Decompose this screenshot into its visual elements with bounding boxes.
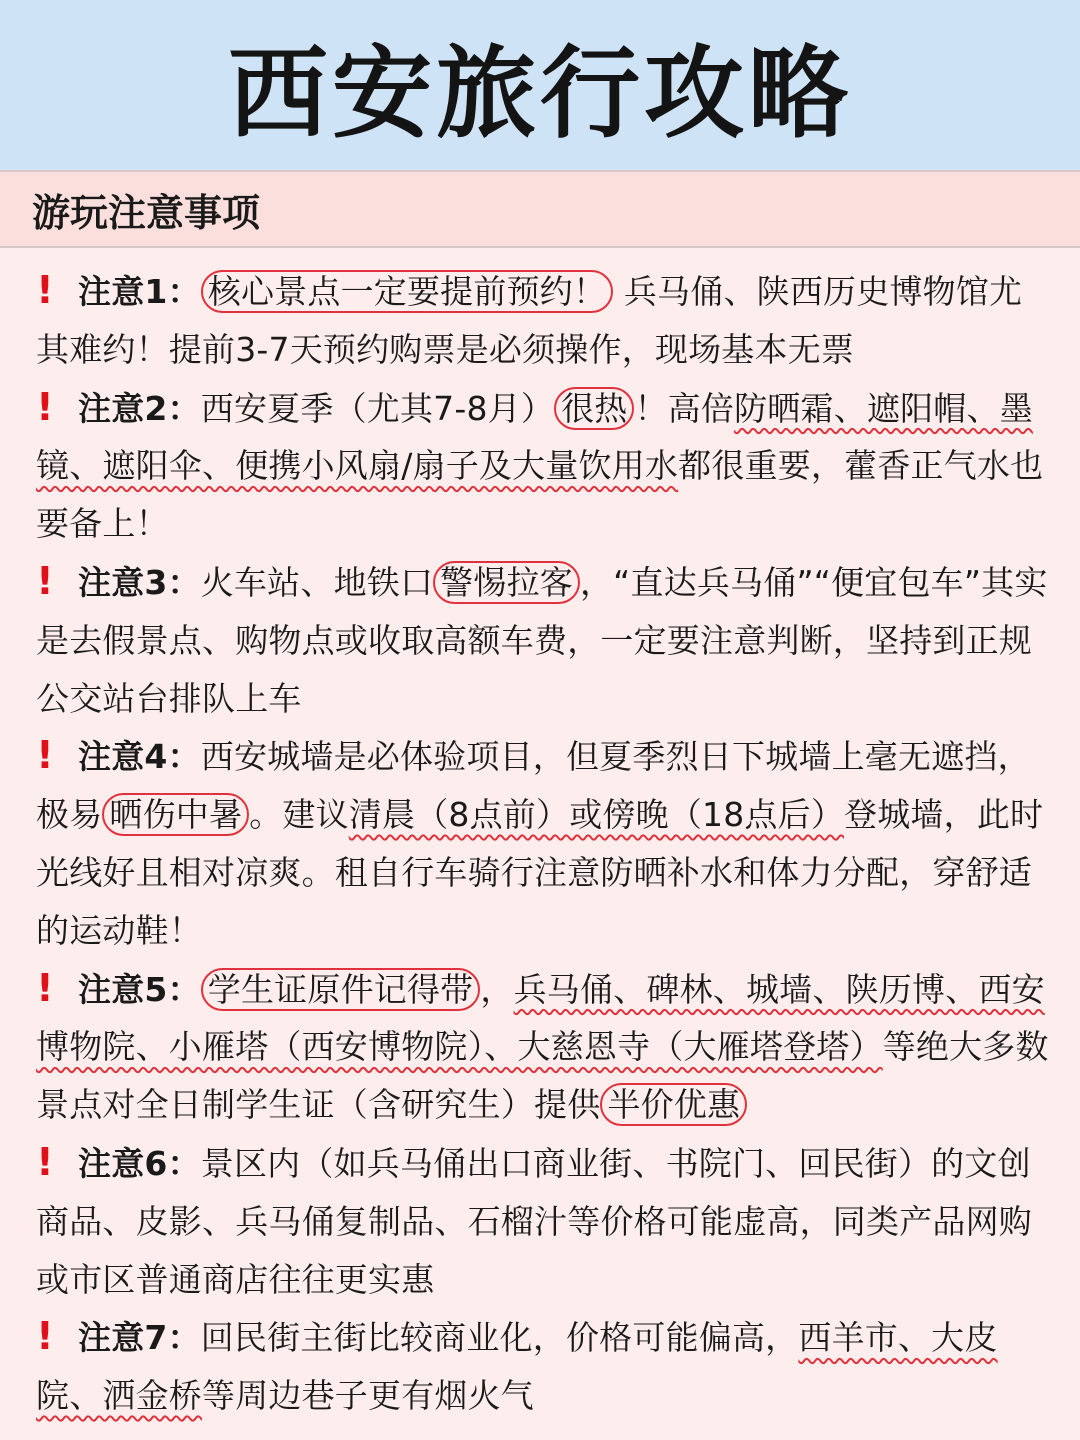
note-label: 注意7： — [78, 1318, 201, 1358]
section-header — [0, 170, 1080, 248]
wavy-underline-text: 清晨（8点前）或傍晚（18点后） — [348, 795, 845, 835]
note-2 — [36, 379, 1050, 553]
note-text: 。建议 — [249, 795, 349, 835]
section-title: 游玩注意事项 — [32, 190, 261, 235]
note-6 — [36, 1134, 1050, 1308]
note-label: 注意4： — [78, 737, 201, 777]
exclamation-icon: ! — [36, 733, 54, 778]
note-1 — [36, 262, 1050, 379]
exclamation-icon: ! — [36, 1314, 54, 1359]
note-text: 景区内（如兵马俑出口商业街、书院门、回民街）的文创商品、皮影、兵马俑复制品、石榴汁等价格可能虚高，同类产品网购或市区普通商店往往更实惠 — [36, 1143, 1032, 1299]
highlight-circle: 学生证原件记得带 — [201, 968, 481, 1011]
note-text: 等周边巷子更有烟火气 — [202, 1376, 534, 1416]
note-text: ！高倍 — [634, 388, 735, 428]
exclamation-icon: ! — [36, 1139, 54, 1184]
highlight-circle: 核心景点一定要提前预约！ — [201, 270, 613, 313]
note-5 — [36, 960, 1050, 1134]
note-7 — [36, 1308, 1050, 1425]
exclamation-icon: ! — [36, 268, 54, 312]
page-title: 西安旅行攻略 — [228, 35, 852, 152]
note-text: 西安夏季（尤其7-8月） — [200, 388, 555, 428]
exclamation-icon: ! — [36, 558, 54, 603]
title-bar — [0, 0, 1080, 170]
note-text: ，“直达兵马俑”“便宜包车”其实是去假景点、购物点或收取高额车费，一定要注意判断，坚持到正规公交站台排队上车 — [36, 562, 1048, 718]
highlight-circle: 晒伤中暑 — [102, 793, 249, 836]
note-label: 注意6： — [78, 1143, 201, 1183]
note-label: 注意5： — [78, 969, 201, 1009]
note-label: 注意1： — [78, 272, 201, 311]
highlight-circle: 很热 — [554, 387, 634, 430]
wavy-underline-text: 西羊市、大皮院、洒金桥 — [36, 1318, 998, 1416]
note-label: 注意2： — [78, 388, 201, 428]
note-text: 回民街主街比较商业化，价格可能偏高， — [200, 1318, 799, 1358]
note-label: 注意3： — [78, 562, 201, 602]
note-3 — [36, 553, 1050, 727]
highlight-circle: 半价优惠 — [600, 1083, 747, 1126]
note-text: 西安城墙是必体验项目，但夏季烈日下城墙上毫无遮挡，极易 — [36, 737, 1031, 835]
highlight-circle: 警惕拉客 — [433, 561, 580, 604]
note-4 — [36, 727, 1050, 959]
note-text: 等绝大多数景点对全日制学生证（含研究生）提供 — [36, 1027, 1049, 1125]
note-text: 登城墙，此时光线好且相对凉爽。租自行车骑行注意防晒补水和体力分配，穿舒适的运动鞋！ — [36, 795, 1044, 950]
wavy-underline-text: 兵马俑、碑林、城墙、陕历博、西安博物院、小雁塔（西安博物院）、大慈恩寺（大雁塔登塔） — [36, 969, 1045, 1067]
note-text: 兵马俑、陕西历史博物馆尤其难约！提前3-7天预约购票是必须操作，现场基本无票 — [36, 272, 1023, 369]
notes-list — [0, 248, 1080, 1425]
exclamation-icon: ! — [36, 384, 54, 429]
note-text: ， — [480, 969, 514, 1009]
note-text: 火车站、地铁口 — [200, 562, 434, 602]
wavy-underline-text: 防晒霜、遮阳帽、墨镜、遮阳伞、便携小风扇/扇子及大量饮用水 — [36, 388, 1033, 486]
note-text: 都很重要，藿香正气水也要备上！ — [36, 446, 1044, 544]
exclamation-icon: ! — [36, 965, 54, 1010]
